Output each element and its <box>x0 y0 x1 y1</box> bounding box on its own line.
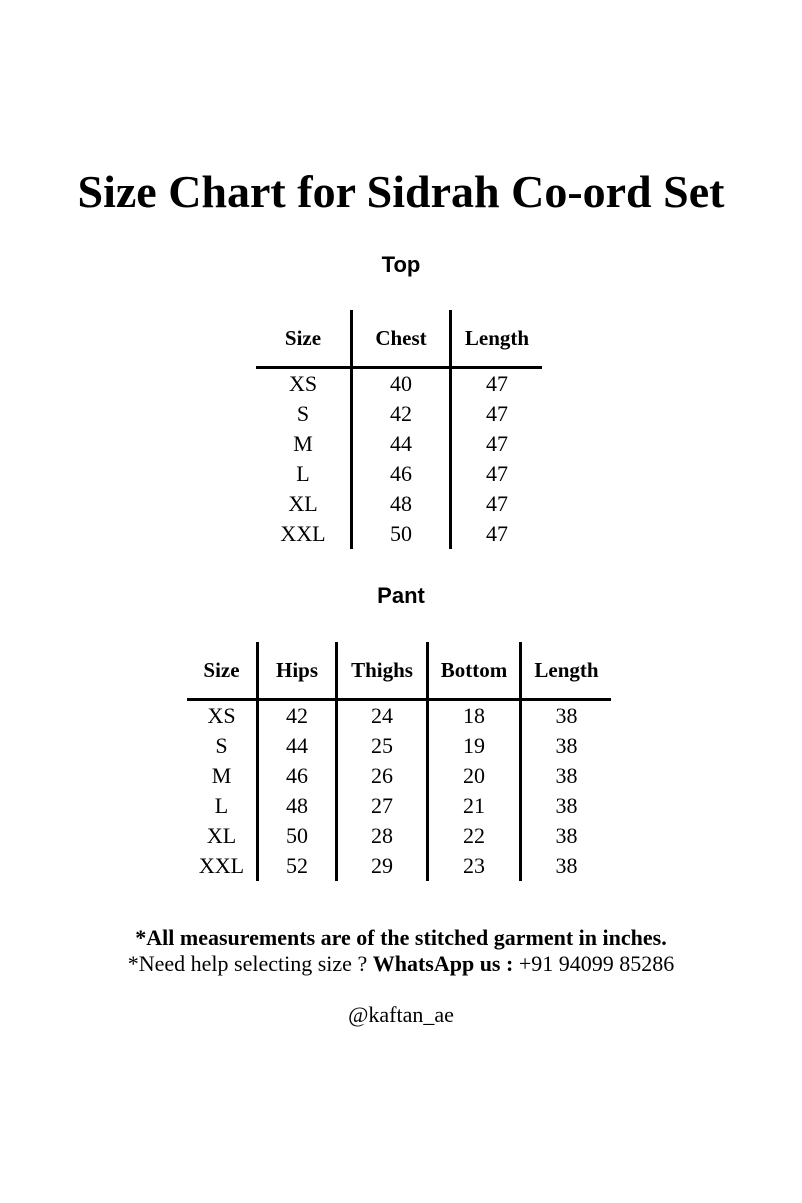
table-row <box>256 368 542 400</box>
table-cell: 19 <box>428 731 521 761</box>
pant-column-header: Bottom <box>428 642 521 700</box>
table-cell: 22 <box>428 821 521 851</box>
measurement-note: *All measurements are of the stitched garment in inches. <box>135 925 667 950</box>
table-row <box>187 821 611 851</box>
table-cell: 46 <box>352 459 451 489</box>
table-cell: XXL <box>280 521 326 546</box>
table-cell: L <box>296 461 310 486</box>
table-cell: 48 <box>258 791 337 821</box>
table-cell: 47 <box>451 368 543 400</box>
size-help-prefix: *Need help selecting size ? <box>127 951 368 976</box>
table-cell: 18 <box>428 700 521 732</box>
table-cell: 25 <box>337 731 428 761</box>
whatsapp-phone: +91 94099 85286 <box>518 951 675 976</box>
table-cell: 29 <box>337 851 428 881</box>
table-cell: 48 <box>352 489 451 519</box>
table-row <box>187 731 611 761</box>
pant-column-header: Thighs <box>337 642 428 700</box>
table-row <box>256 519 542 549</box>
table-cell: 50 <box>352 519 451 549</box>
table-cell: S <box>296 401 310 426</box>
table-cell: 38 <box>521 700 612 732</box>
pant-table-header-row <box>187 642 611 700</box>
table-cell: XL <box>288 491 318 516</box>
table-cell: S <box>215 733 228 758</box>
table-cell: 38 <box>521 821 612 851</box>
table-row <box>187 761 611 791</box>
table-cell: 47 <box>451 429 543 459</box>
table-cell: XL <box>206 823 237 848</box>
table-row <box>187 851 611 881</box>
table-cell: 27 <box>337 791 428 821</box>
pant-size-table <box>187 642 611 881</box>
top-section-heading: Top <box>381 252 421 277</box>
pant-column-header: Size <box>187 642 258 700</box>
social-handle: @kaftan_ae <box>348 1002 454 1027</box>
table-cell: M <box>211 763 232 788</box>
pant-column-header: Length <box>521 642 612 700</box>
pant-section-heading: Pant <box>377 583 425 608</box>
table-cell: 46 <box>258 761 337 791</box>
top-table-header-row <box>256 310 542 368</box>
table-cell: 38 <box>521 731 612 761</box>
table-cell: M <box>293 431 313 456</box>
table-cell: 42 <box>352 399 451 429</box>
table-cell: XS <box>207 703 236 728</box>
table-cell: 47 <box>451 459 543 489</box>
table-cell: 20 <box>428 761 521 791</box>
table-cell: 47 <box>451 519 543 549</box>
page-title: Size Chart for Sidrah Co-ord Set <box>77 166 725 217</box>
table-row <box>256 459 542 489</box>
top-column-header: Length <box>451 310 543 368</box>
table-cell: 38 <box>521 791 612 821</box>
top-column-header: Chest <box>352 310 451 368</box>
table-cell: 42 <box>258 700 337 732</box>
table-cell: 52 <box>258 851 337 881</box>
pant-column-header: Hips <box>258 642 337 700</box>
table-cell: L <box>214 793 229 818</box>
table-row <box>256 399 542 429</box>
table-cell: 28 <box>337 821 428 851</box>
table-row <box>187 700 611 732</box>
table-cell: 44 <box>352 429 451 459</box>
table-cell: 21 <box>428 791 521 821</box>
table-cell: 50 <box>258 821 337 851</box>
table-cell: 44 <box>258 731 337 761</box>
table-cell: 40 <box>352 368 451 400</box>
size-help-note <box>0 951 802 977</box>
table-cell: 24 <box>337 700 428 732</box>
whatsapp-label: WhatsApp us : <box>372 951 514 976</box>
table-cell: XXL <box>198 853 245 878</box>
table-cell: 47 <box>451 489 543 519</box>
table-cell: 26 <box>337 761 428 791</box>
table-cell: 38 <box>521 761 612 791</box>
table-cell: 47 <box>451 399 543 429</box>
table-row <box>187 791 611 821</box>
table-cell: XS <box>288 371 318 396</box>
table-row <box>256 429 542 459</box>
table-row <box>256 489 542 519</box>
table-cell: 38 <box>521 851 612 881</box>
table-cell: 23 <box>428 851 521 881</box>
top-size-table <box>256 310 542 549</box>
top-column-header: Size <box>256 310 352 368</box>
